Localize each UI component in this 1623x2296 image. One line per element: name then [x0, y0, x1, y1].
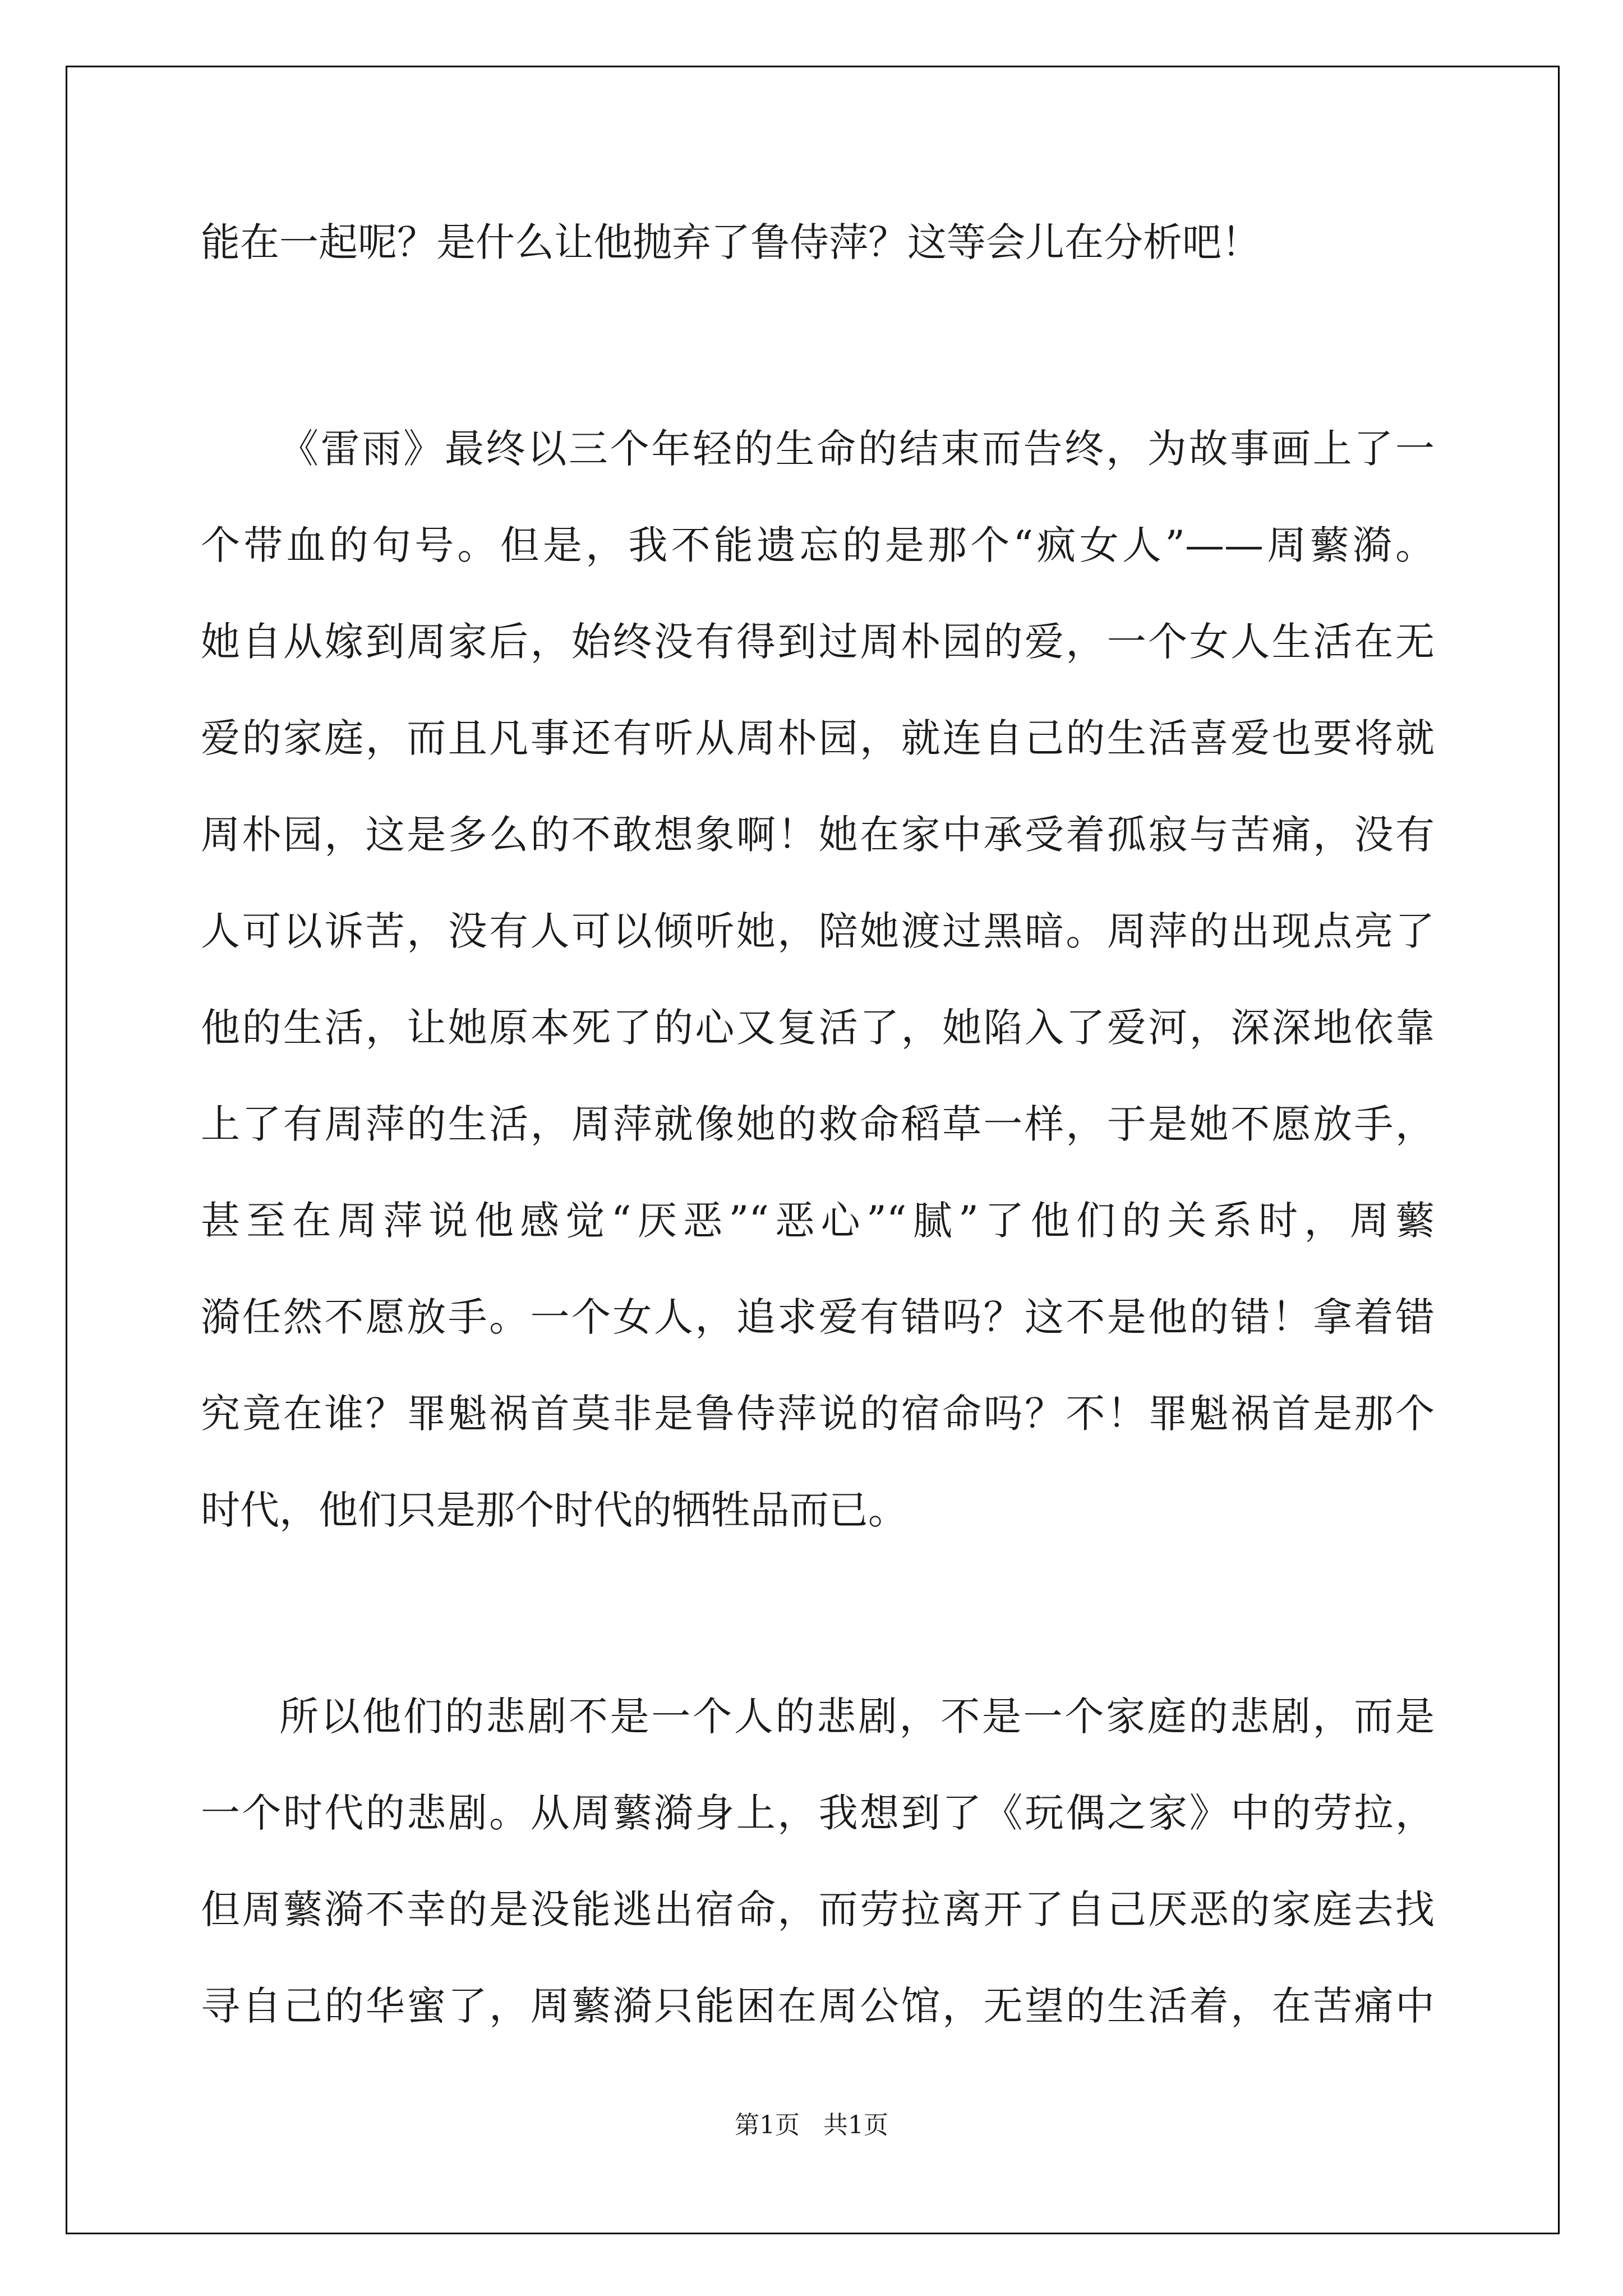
text-line: 她自从嫁到周家后，始终没有得到过周朴园的爱，一个女人生活在无 — [201, 619, 1435, 665]
text-line: 所以他们的悲剧不是一个人的悲剧，不是一个家庭的悲剧，而是 — [279, 1694, 1435, 1740]
text-line: 漪任然不愿放手。一个女人，追求爱有错吗？这不是他的错！拿着错 — [201, 1294, 1435, 1340]
text-line: 人可以诉苦，没有人可以倾听她，陪她渡过黑暗。周萍的出现点亮了 — [201, 908, 1435, 954]
text-line: 甚至在周萍说他感觉“厌恶”“恶心”“腻”了他们的关系时，周蘩 — [201, 1198, 1435, 1244]
text-line: 他的生活，让她原本死了的心又复活了，她陷入了爱河，深深地依靠 — [201, 1005, 1435, 1051]
text-line: 上了有周萍的生活，周萍就像她的救命稻草一样，于是她不愿放手， — [201, 1101, 1435, 1147]
text-line: 个带血的句号。但是，我不能遗忘的是那个“疯女人”——周蘩漪。 — [201, 522, 1435, 568]
text-line: 能在一起呢？是什么让他抛弃了鲁侍萍？这等会儿在分析吧！ — [201, 219, 1261, 265]
text-line: 究竟在谁？罪魁祸首莫非是鲁侍萍说的宿命吗？不！罪魁祸首是那个 — [201, 1391, 1435, 1437]
text-line: 周朴园，这是多么的不敢想象啊！她在家中承受着孤寂与苦痛，没有 — [201, 812, 1435, 858]
document-body — [201, 211, 1435, 2072]
text-line: 时代，他们只是那个时代的牺牲品而已。 — [201, 1487, 907, 1533]
page-number-footer: 第1页 共1页 — [735, 2111, 888, 2139]
text-line: 爱的家庭，而且凡事还有听从周朴园，就连自己的生活喜爱也要将就 — [201, 715, 1435, 761]
text-line: 一个时代的悲剧。从周蘩漪身上，我想到了《玩偶之家》中的劳拉， — [201, 1790, 1435, 1836]
text-line: 但周蘩漪不幸的是没能逃出宿命，而劳拉离开了自己厌恶的家庭去找 — [201, 1887, 1435, 1932]
text-line: 寻自己的华蜜了，周蘩漪只能困在周公馆，无望的生活着，在苦痛中 — [201, 1983, 1435, 2029]
text-line: 《雷雨》最终以三个年轻的生命的结束而告终，为故事画上了一 — [279, 426, 1435, 472]
